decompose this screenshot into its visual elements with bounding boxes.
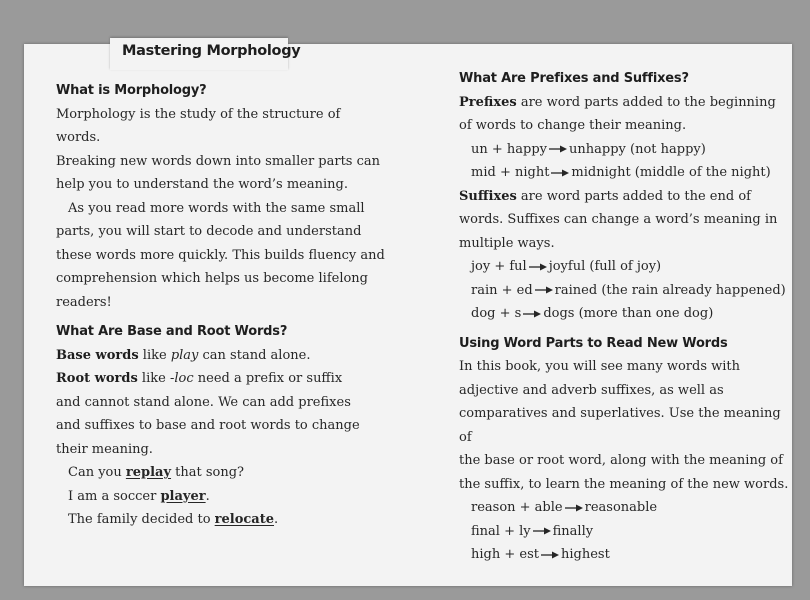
word-equation: dog + s dogs (more than one dog) xyxy=(471,306,714,321)
paragraph-line: readers! xyxy=(56,294,112,310)
example-loc: -loc xyxy=(169,371,194,386)
paragraph-line: parts, you will start to decode and understand xyxy=(56,224,362,239)
heading-prefixes-and-suffixes: What Are Prefixes and Suffixes? xyxy=(459,71,689,86)
page-title: Mastering Morphology xyxy=(122,43,301,59)
paragraph-line: the suffix, to learn the meaning of the new words. xyxy=(459,476,789,492)
example-sentence: The family decided to relocate. xyxy=(68,512,279,527)
arrow-icon xyxy=(551,169,569,177)
word-equation: mid + night midnight (middle of the night) xyxy=(471,165,771,180)
word-equation: un + happy unhappy (not happy) xyxy=(471,141,706,157)
left-column xyxy=(56,79,386,532)
paragraph-line: and suffixes to base and root words to change xyxy=(56,418,360,433)
paragraph-line: comprehension which helps us become lifelong xyxy=(56,271,369,286)
arrow-icon xyxy=(549,145,567,153)
heading-what-is-morphology: What is Morphology? xyxy=(56,83,207,98)
highlight-player: player xyxy=(160,488,206,504)
example-sentence: I am a soccer player. xyxy=(68,488,210,504)
heading-base-and-root-words: What Are Base and Root Words? xyxy=(56,324,288,339)
example-play: play xyxy=(170,347,199,363)
arrow-icon xyxy=(541,551,559,559)
word-equation: joy + ful joyful (full of joy) xyxy=(471,259,662,274)
word-equation: high + est highest xyxy=(471,547,610,562)
arrow-icon xyxy=(535,286,553,294)
arrow-icon xyxy=(523,310,541,318)
arrow-icon xyxy=(533,527,551,535)
term-root-words: Root words xyxy=(56,371,138,386)
arrow-icon xyxy=(565,504,583,512)
example-sentence: Can you replay that song? xyxy=(68,465,245,480)
paragraph-line: Breaking new words down into smaller parts can xyxy=(56,153,381,169)
paragraph-line: Morphology is the study of the structure of words. xyxy=(56,106,341,145)
paragraph-line: the base or root word, along with the meaning of xyxy=(459,453,783,468)
word-equation: final + ly finally xyxy=(471,523,594,539)
root-words-line: Root words like -loc need a prefix or suffix xyxy=(56,371,343,386)
heading-using-word-parts: Using Word Parts to Read New Words xyxy=(459,335,728,351)
highlight-replay: replay xyxy=(125,465,172,480)
paragraph-line: of words to change their meaning. xyxy=(459,118,687,133)
term-suffixes: Suffixes xyxy=(459,188,517,204)
right-column xyxy=(459,67,789,567)
paragraph-line: these words more quickly. This builds fluency and xyxy=(56,247,385,263)
paragraph-line: adjective and adverb suffixes, as well as xyxy=(459,382,724,398)
paragraph-line: and cannot stand alone. We can add prefixes xyxy=(56,394,351,410)
base-words-line: Base words like play can stand alone. xyxy=(56,347,311,363)
paragraph-line: multiple ways. xyxy=(459,235,555,251)
paragraph-line: As you read more words with the same small xyxy=(68,200,365,216)
highlight-relocate: relocate xyxy=(214,512,275,527)
arrow-icon xyxy=(529,263,547,271)
word-equation: reason + able reasonable xyxy=(471,500,658,515)
suffixes-line: Suffixes are word parts added to the end of xyxy=(459,188,751,204)
prefixes-line: Prefixes are word parts added to the beginning xyxy=(459,94,776,110)
paragraph-line: help you to understand the word’s meaning. xyxy=(56,177,348,192)
word-equation: rain + ed rained (the rain already happened) xyxy=(471,282,786,298)
paragraph-line: their meaning. xyxy=(56,441,153,457)
paragraph-line: In this book, you will see many words with xyxy=(459,359,741,374)
term-base-words: Base words xyxy=(56,347,139,363)
term-prefixes: Prefixes xyxy=(459,94,517,110)
paragraph-line: comparatives and superlatives. Use the meaning of xyxy=(459,406,781,445)
paragraph-line: words. Suffixes can change a word’s meaning in xyxy=(459,212,778,227)
